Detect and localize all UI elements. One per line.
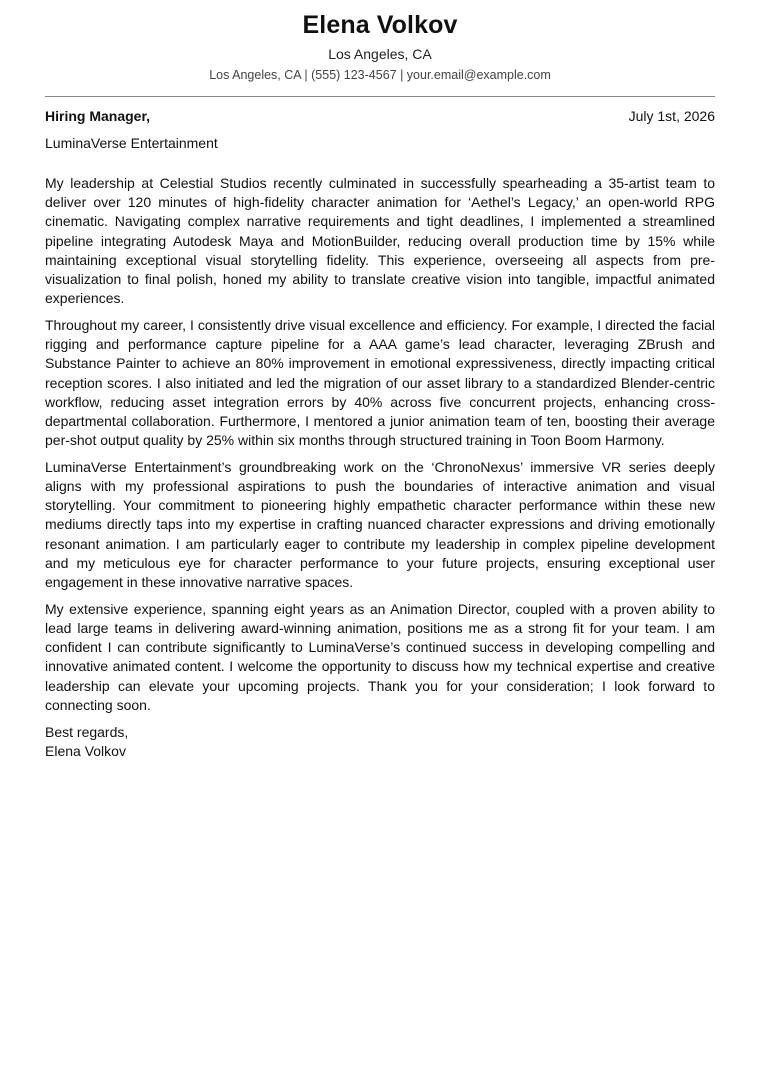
- letter-date: July 1st, 2026: [628, 108, 715, 124]
- letter-body: [45, 174, 715, 715]
- recipient-company: LuminaVerse Entertainment: [45, 135, 218, 151]
- signature-name: Elena Volkov: [45, 743, 126, 760]
- body-paragraph: My extensive experience, spanning eight years as an Animation Director, coupled with a proven ability to lead large teams in delivering award-winning animation, positions me as a strong fit for your team. I am confident I can contribute significantly to LuminaVerse’s continued success in developing compelling and innovative animated content. I welcome the opportunity to discuss how my technical expertise and creative leadership can elevate your upcoming projects. Thank you for your consideration; I look forward to connecting soon.: [45, 600, 715, 713]
- header-divider: [45, 96, 715, 97]
- body-paragraph: My leadership at Celestial Studios recently culminated in successfully spearheading a 35-artist team to deliver over 120 minutes of high-fidelity character animation for ‘Aethel’s Legacy,’ an open-world RPG cinematic. Navigating complex narrative requirements and tight deadlines, I implemented a streamlined pipeline integrating Autodesk Maya and MotionBuilder, reducing overall production time by 15% while maintaining exceptional visual storytelling fidelity. This experience, overseeing all aspects from pre-visualization to final polish, honed my ability to translate creative vision into tangible, impactful animated experiences.: [45, 175, 715, 307]
- sender-location: Los Angeles, CA: [328, 46, 432, 62]
- body-paragraph: Throughout my career, I consistently drive visual excellence and efficiency. For example, I directed the facial rigging and performance capture pipeline for a AAA game’s lead character, leveraging ZBrush and Substance Painter to achieve an 80% improvement in emotional expressiveness, directly impacting critical reception scores. I also initiated and led the migration of our asset library to a standardized Blender-centric workflow, reducing asset integration errors by 40% across five concurrent projects, enhancing cross-departmental collaboration. Furthermore, I mentored a junior animation team of ten, boosting their average per-shot output quality by 25% within six months through structured training in Toon Boom Harmony.: [45, 316, 715, 449]
- sender-contact-line: Los Angeles, CA | (555) 123-4567 | your.email@example.com: [209, 68, 551, 82]
- sender-name: Elena Volkov: [302, 11, 458, 39]
- body-paragraph: LuminaVerse Entertainment’s groundbreaking work on the ‘ChronoNexus’ immersive VR series deeply aligns with my professional aspirations to push the boundaries of interactive animation and visual storytelling. Your commitment to pioneering highly empathetic character performance within these new mediums directly taps into my expertise in crafting nuanced character expressions and driving emotionally resonant animation. I am particularly eager to contribute my leadership in complex pipeline development and my meticulous eye for character performance to your future projects, ensuring exceptional user engagement in these innovative narrative spaces.: [45, 458, 715, 591]
- closing-phrase: Best regards,: [45, 723, 129, 740]
- recipient-salutation: Hiring Manager,: [45, 108, 151, 124]
- letter-closing: [45, 723, 715, 761]
- letter-header: [45, 0, 715, 83]
- recipient-date-row: [45, 107, 715, 125]
